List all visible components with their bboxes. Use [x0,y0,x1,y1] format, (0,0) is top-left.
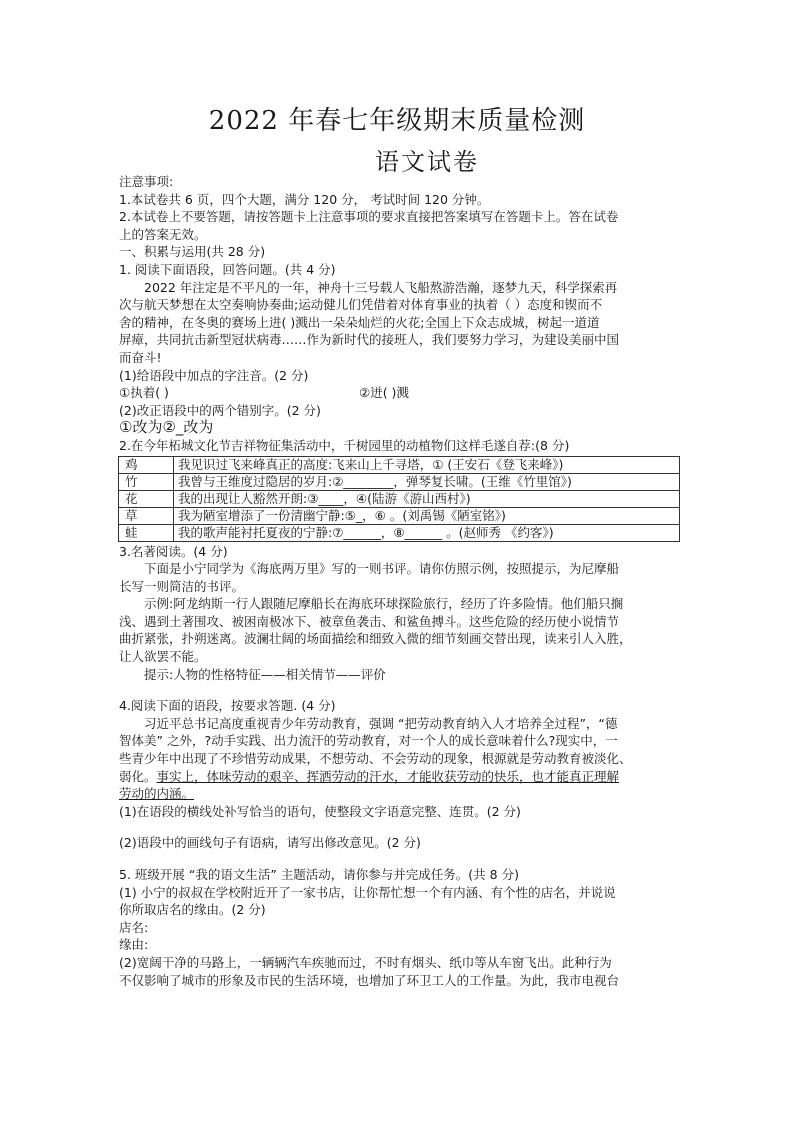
passage-line: 习近平总书记高度重视青少年劳动教育，强调 “把劳动教育纳入人才培养全过程”，“德 [144,715,618,731]
answer-blank[interactable]: ①改为②_改为 [119,418,214,437]
passage-line: 智体美” 之外，?动手实践、出力流汗的劳动教育，对一个人的成长意味着什么?现实中，一 [119,733,618,749]
passage-line: 而奋斗! [119,349,162,365]
passage-line: 次与航天梦想在太空奏响协奏曲;运动健儿们凭借着对体育事业的执着（ ）态度和锲而不 [119,297,603,313]
passage-line: 让人欲罢不能。 [119,649,207,665]
answer-blank[interactable]: ②迸( )溅 [359,385,409,401]
passage-line: 些青少年中出现了不珍惜劳动成果，不想劳动、不会劳动的现象，根源就是劳动教育被淡化、 [119,751,632,767]
passage-line: 2022 年注定是不平凡的一年，神舟十三号载人飞船熬游浩瀚，逐梦九天，科学探索再 [144,279,618,295]
underlined-sentence: 事实上，体味劳动的艰辛、挥洒劳动的汗水，才能收获劳动的快乐，也才能真正理解 [156,768,620,784]
sub-question: (2)语段中的画线句子有语病，请写出修改意见。(2 分) [119,835,421,851]
question-heading: 3.名著阅读。(4 分) [119,543,228,559]
sub-question: (2)改正语段中的两个错别字。(2 分) [119,402,321,418]
passage-line [119,768,679,786]
poem-table [118,456,680,542]
sub-question: (1) 小宁的叔叔在学校附近开了一家书店，让你帮忙想一个有内涵、有个性的店名，并说说 [119,884,616,900]
passage-text: 弱化。 [119,768,157,784]
passage-line: 舍的精神，在冬奥的赛场上进( )溅出一朵朵灿烂的火花;全国上下众志成城，树起一道道 [119,314,600,330]
table-cell[interactable]: 我为陋室增添了一份清幽宁静:⑤_，⑥ 。(刘禹锡《陋室铭》) [174,507,680,524]
table-cell: 蛙 [119,524,174,541]
question-heading: 1. 阅读下面语段，回答问题。(共 4 分) [119,261,336,277]
table-row [119,490,680,507]
table-cell: 花 [119,490,174,507]
notice-item: 上的答案无效。 [119,226,207,242]
passage-line: 下面是小宁同学为《海底两万里》写的一则书评。请你仿照示例，按照提示，为尼摩船 [144,561,620,577]
table-cell[interactable]: 我见识过飞来峰真正的高度:飞来山上千寻塔，① (王安石《登飞来峰》) [174,456,680,473]
answer-row [119,384,679,402]
question-heading: 2.在今年柘城文化节吉祥物征集活动中，千树园里的动植物们这样毛遂自荐:(8 分) [119,437,570,453]
sub-question: 你所取店名的缘由。(2 分) [119,902,266,918]
passage-line: 曲折紧张，扑朔迷离。波澜壮阔的场面描绘和细致入微的细节刻画交替出现，读来引人入胜， [119,631,632,647]
table-cell[interactable]: 我的出现让人豁然开朗:③____，④(陆游《游山西村》) [174,490,680,507]
reason-label[interactable]: 缘由: [119,937,149,953]
table-cell: 竹 [119,473,174,490]
underlined-sentence: 劳动的内涵。 [119,786,195,802]
table-row [119,456,680,473]
hint-line: 提示:人物的性格特征——相关情节——评价 [144,666,386,682]
exam-content [119,173,679,989]
notice-item: 2.本试卷上不要答题，请按答题卡上注意事项的要求直接把答案填写在答题卡上。答在试卷 [119,209,619,225]
notice-item: 1.本试卷共 6 页，四个大题，满分 120 分， 考试时间 120 分钟。 [119,191,490,207]
passage-line: 长写一则简洁的书评。 [119,578,245,594]
table-cell: 鸡 [119,456,174,473]
notice-heading: 注意事项: [119,174,174,189]
sub-question: (1)给语段中加点的字注音。(2 分) [119,367,309,383]
table-cell[interactable]: 我曾与王维度过隐居的岁月:②________，弹琴复长啸。(王维《竹里馆》) [174,473,680,490]
passage-line: 浅、遇到土著围攻、被困南极冰下、被章鱼袭击、和鲨鱼搏斗。这些危险的经历使小说情节 [119,613,620,629]
table-cell[interactable]: 我的歌声能衬托夏夜的宁静:⑦______，⑧______ 。(赵师秀 《约客》) [174,524,680,541]
table-row [119,524,680,541]
question-heading: 5. 班级开展 “我的语文生活” 主题活动，请你参与并完成任务。(共 8 分) [119,867,519,882]
store-name-label[interactable]: 店名: [119,919,149,935]
passage-line: 屏瘴，共同抗击新型冠状病毒……作为新时代的接班人，我们要努力学习，为建设美丽中国 [119,332,620,348]
table-row [119,473,680,490]
sub-question: (1)在语段的横线处补写恰当的语句，使整段文字语意完整、连贯。(2 分) [119,803,521,819]
answer-blank[interactable]: ①执着( ) [119,385,169,401]
page-subtitle: 语文试卷 [375,148,479,176]
sub-question: 不仅影响了城市的形象及市民的生活环境，也增加了环卫工人的工作量。为此，我市电视台 [119,972,620,988]
passage-line: 示例:阿龙纳斯一行人跟随尼摩船长在海底环球探险旅行，经历了许多险情。他们船只搁 [144,596,624,612]
table-row [119,507,680,524]
table-cell: 草 [119,507,174,524]
question-heading: 4.阅读下面的语段，按要求答题. (4 分) [119,698,336,714]
section-heading: 一、积累与运用(共 28 分) [119,244,266,260]
sub-question: (2)宽阔干净的马路上，一辆辆汽车疾驰而过，不时有烟头、纸巾等从车窗飞出。此种行为 [119,954,612,970]
page-title: 2022 年春七年级期末质量检测 [208,106,586,136]
